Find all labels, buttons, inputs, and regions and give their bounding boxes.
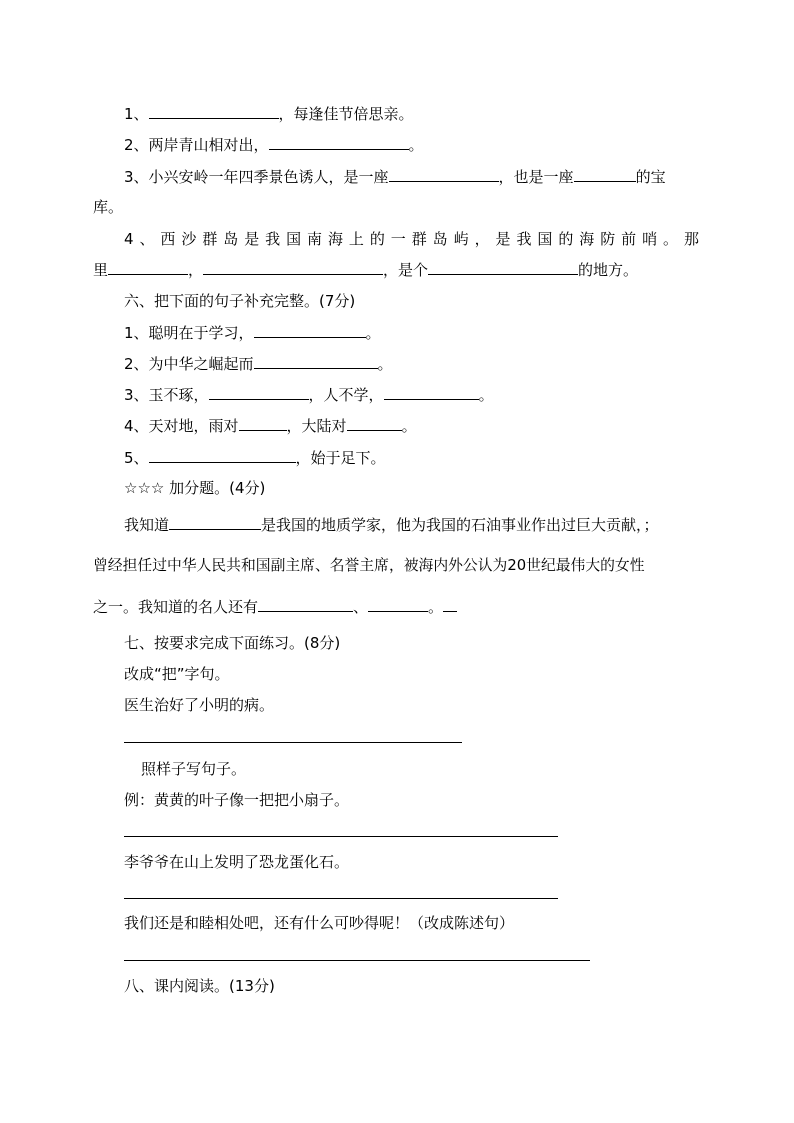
answer-line-2[interactable] — [124, 836, 558, 837]
q4-text-a: 里 — [93, 261, 109, 279]
task-2-sentence: 李爷爷在山上发明了恐龙蛋化石。 — [124, 853, 350, 871]
bonus-blank-2[interactable] — [258, 596, 353, 612]
s6-item-5 — [124, 447, 386, 468]
task-2-instruction: 照样子写句子。 — [141, 760, 247, 778]
bonus-blank-1[interactable] — [169, 514, 261, 530]
task-3-sentence: 我们还是和睦相处吧，还有什么可吵得呢！（改成陈述句） — [124, 914, 515, 932]
q2-blank[interactable] — [269, 134, 409, 150]
bonus-text-b: 是我国的地质学家，他为我国的石油事业作出过巨大贡献，； — [261, 516, 659, 534]
bonus-line-2: 曾经担任过中华人民共和国副主席、名誉主席，被海内外公认为20世纪最伟大的女性 — [93, 557, 645, 574]
section-7-title: 七、按要求完成下面练习。(8分) — [124, 634, 341, 652]
s6-1-text: 1、聪明在于学习， — [124, 324, 254, 342]
q4-line-1: 4、西沙群岛是我国南海上的一群岛屿，是我国的海防前哨。那 — [124, 230, 699, 248]
s6-4-text-a: 4、天对地，雨对 — [124, 417, 239, 435]
q4-text-d: 的地方。 — [578, 261, 639, 279]
q4-blank-1[interactable] — [108, 259, 188, 275]
answer-line-3[interactable] — [124, 898, 558, 899]
s6-2-end: 。 — [377, 355, 393, 373]
bonus-blank-tail — [443, 596, 457, 612]
q4-blank-3[interactable] — [428, 259, 578, 275]
answer-line-1[interactable] — [124, 742, 462, 743]
q4-line-2 — [93, 259, 638, 280]
bonus-blank-3[interactable] — [368, 596, 428, 612]
s6-1-end: 。 — [365, 324, 381, 342]
bonus-text-c: 之一。我知道的名人还有 — [93, 598, 259, 616]
question-2 — [124, 134, 424, 155]
question-1 — [124, 103, 414, 124]
s6-item-2 — [124, 353, 393, 374]
s6-item-4 — [124, 415, 417, 436]
s6-3-end: 。 — [478, 386, 494, 404]
q2-end: 。 — [408, 136, 424, 154]
s6-3-text-a: 3、玉不琢， — [124, 386, 209, 404]
bonus-title: ☆☆☆ 加分题。(4分) — [124, 479, 266, 497]
s6-item-1 — [124, 322, 381, 343]
q4-text-b: ， — [188, 261, 204, 279]
q4-blank-2[interactable] — [203, 259, 383, 275]
s6-item-3 — [124, 384, 494, 405]
bonus-text-d: 、 — [353, 598, 369, 616]
bonus-line-3 — [93, 596, 457, 617]
section-6-title: 六、把下面的句子补充完整。(7分) — [124, 292, 356, 310]
s6-2-blank[interactable] — [254, 353, 378, 369]
task-1-sentence: 医生治好了小明的病。 — [124, 696, 275, 714]
q3-text-a: 3、小兴安岭一年四季景色诱人，是一座 — [124, 168, 389, 186]
q3-blank-1[interactable] — [389, 166, 499, 182]
bonus-line-1 — [124, 514, 659, 535]
q3-blank-2[interactable] — [574, 166, 636, 182]
task-1-instruction: 改成“把”字句。 — [124, 665, 230, 683]
q3-continued: 库。 — [93, 198, 124, 216]
q1-text: ，每逢佳节倍思亲。 — [278, 105, 414, 123]
s6-4-blank-1[interactable] — [239, 415, 287, 431]
task-2-example: 例：黄黄的叶子像一把把小扇子。 — [124, 791, 350, 809]
s6-3-text-b: ，人不学， — [308, 386, 384, 404]
s6-1-blank[interactable] — [254, 322, 366, 338]
answer-line-4[interactable] — [124, 960, 590, 961]
q4-text-c: ，是个 — [383, 261, 429, 279]
s6-3-blank-2[interactable] — [384, 384, 479, 400]
question-3 — [124, 166, 666, 187]
s6-5-text-b: ，始于足下。 — [295, 449, 386, 467]
q1-blank[interactable] — [149, 103, 279, 119]
q1-number: 1、 — [124, 105, 149, 123]
s6-4-end: 。 — [401, 417, 417, 435]
section-8-title: 八、课内阅读。(13分) — [124, 977, 275, 995]
s6-3-blank-1[interactable] — [209, 384, 309, 400]
s6-2-text: 2、为中华之崛起而 — [124, 355, 254, 373]
s6-4-blank-2[interactable] — [347, 415, 402, 431]
s6-4-text-b: ，大陆对 — [286, 417, 347, 435]
bonus-text-e: 。 — [428, 598, 444, 616]
s6-5-blank[interactable] — [149, 447, 296, 463]
q2-text: 2、两岸青山相对出， — [124, 136, 269, 154]
q3-text-b: ，也是一座 — [498, 168, 574, 186]
bonus-text-a: 我知道 — [124, 516, 170, 534]
q3-text-c: 的宝 — [635, 168, 666, 186]
s6-5-text-a: 5、 — [124, 449, 149, 467]
